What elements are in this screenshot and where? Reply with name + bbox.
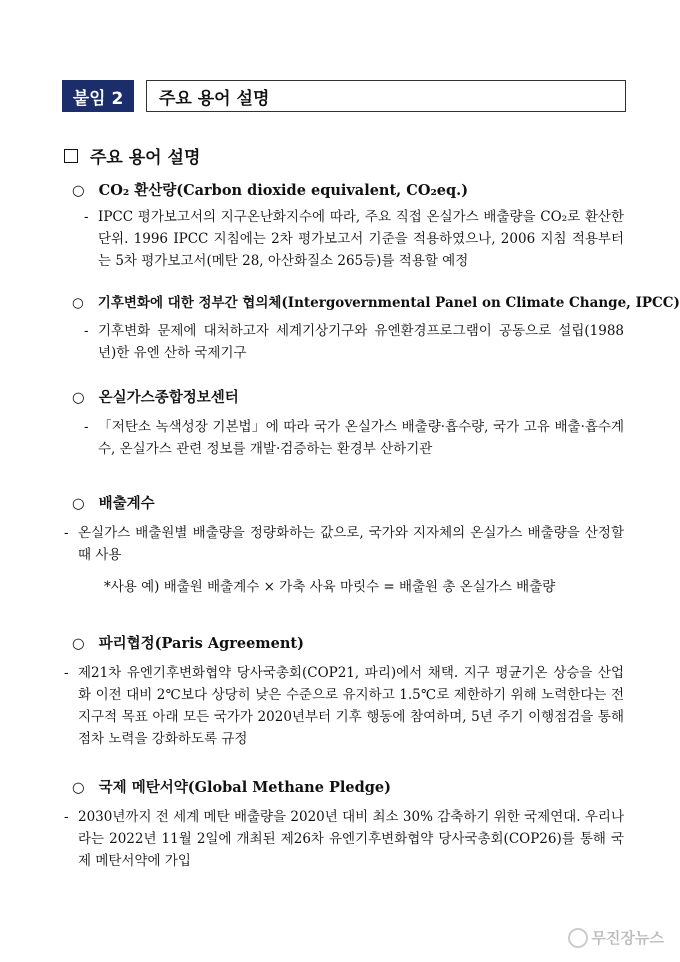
appendix-title: 주요 용어 설명 (146, 80, 626, 112)
term-heading (72, 179, 468, 200)
term-title: 파리협정(Paris Agreement) (98, 635, 304, 652)
example-formula: *사용 예) 배출원 배출계수 × 가축 사육 마릿수 = 배출원 총 온실가스 배출량 (104, 579, 556, 595)
description-text: 「저탄소 녹색성장 기본법」에 따라 국가 온실가스 배출량·흡수량, 국가 고유 배출·흡수계수, 온실가스 관련 정보를 개발·검증하는 환경부 산하기관 (98, 419, 624, 457)
term-heading (72, 492, 155, 513)
watermark-text: 무진장뉴스 (591, 929, 664, 947)
term-description (64, 522, 624, 566)
term-description (64, 806, 624, 872)
description-text: 제21차 유엔기후변화협약 당사국총회(COP21, 파리)에서 채택. 지구 평균기온 상승을 산업화 이전 대비 2℃보다 상당히 낮은 수준으로 유지하고 1.5℃로 제한하기 위해 노력한다는 전 지구적 목표 아래 모든 국가가 2020년부터 기후 행동에 참여하며, 5년 주기 이행점검을 통해 점차 노력을 강화하도록 규정 (78, 665, 624, 747)
dash-bullet: - (84, 419, 89, 435)
dash-bullet: - (64, 665, 69, 681)
dash-bullet: - (64, 525, 69, 541)
circle-bullet-icon: ○ (72, 183, 85, 199)
term-heading (72, 632, 304, 653)
term-title: 온실가스종합정보센터 (98, 389, 239, 406)
circle-bullet-icon: ○ (72, 780, 85, 796)
description-text: 온실가스 배출원별 배출량을 정량화하는 값으로, 국가와 지자체의 온실가스 배출량을 산정할 때 사용 (78, 525, 624, 563)
description-text: 2030년까지 전 세계 메탄 배출량을 2020년 대비 최소 30% 감축하기 위한 국제연대. 우리나라는 2022년 11월 2일에 개최된 제26차 유엔기후변화협약 당사국총회(COP26)를 통해 국제 메탄서약에 가입 (78, 809, 624, 869)
circle-bullet-icon: ○ (72, 496, 85, 512)
circle-bullet-icon: ○ (72, 390, 85, 406)
term-title: CO₂ 환산량(Carbon dioxide equivalent, CO₂eq.) (98, 182, 469, 199)
circle-bullet-icon: ○ (72, 295, 84, 311)
circle-bullet-icon: ○ (72, 636, 85, 652)
term-description (64, 662, 624, 750)
term-title: 기후변화에 대한 정부간 협의체(Intergovernmental Panel on Climate Change, IPCC) (97, 295, 680, 311)
watermark (568, 927, 664, 948)
section-title: 주요 용어 설명 (90, 148, 201, 168)
term-description (84, 206, 624, 272)
dash-bullet: - (64, 809, 69, 825)
section-heading (64, 143, 200, 168)
description-text: IPCC 평가보고서의 지구온난화지수에 따라, 주요 직접 온실가스 배출량을 CO₂로 환산한 단위. 1996 IPCC 지침에는 2차 평가보고서 기준을 적용하였으나, 2006 지침 적용부터는 5차 평가보고서(메탄 28, 아산화질소 265등)를 적용할 예정 (98, 209, 624, 269)
term-description (84, 416, 624, 460)
dash-bullet: - (84, 323, 89, 339)
term-heading (72, 291, 680, 311)
term-heading (72, 776, 391, 797)
appendix-header (62, 80, 270, 112)
term-title: 국제 메탄서약(Global Methane Pledge) (98, 779, 391, 796)
appendix-badge: 붙임 2 (62, 80, 134, 112)
term-heading (72, 386, 239, 407)
checkbox-square-icon (64, 149, 78, 163)
description-text: 기후변화 문제에 대처하고자 세계기상기구와 유엔환경프로그램이 공동으로 설립(1988년)한 유엔 산하 국제기구 (98, 323, 624, 361)
dash-bullet: - (84, 209, 89, 225)
term-description (84, 320, 624, 364)
term-title: 배출계수 (98, 495, 155, 512)
watermark-logo-icon (568, 928, 588, 948)
